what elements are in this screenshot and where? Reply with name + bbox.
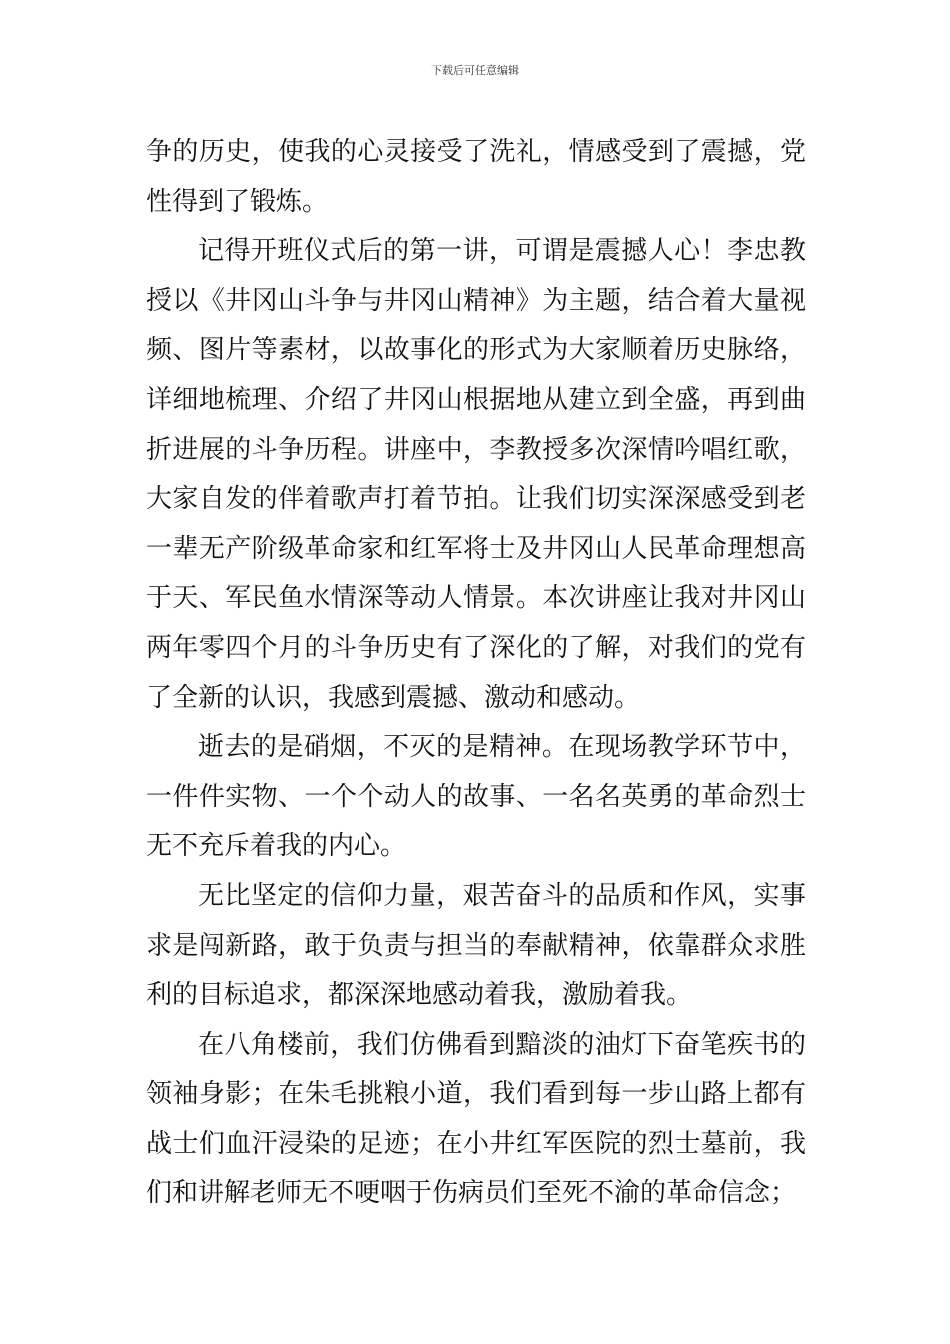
paragraph-line: 于天、军民鱼水情深等动人情景。本次讲座让我对井冈山 [146,583,806,614]
paragraph-line: 求是闯新路，敢于负责与担当的奉献精神，依靠群众求胜 [146,930,806,961]
paragraph-line: 一辈无产阶级革命家和红军将士及井冈山人民革命理想高 [146,533,806,564]
paragraph-line: 们和讲解老师无不哽咽于伤病员们至死不渝的革命信念； [146,1178,797,1209]
paragraph-line: 频、图片等素材，以故事化的形式为大家顺着历史脉络， [146,335,806,366]
paragraph-line: 无不充斥着我的内心。 [146,831,407,862]
paragraph-line: 逝去的是硝烟，不灭的是精神。在现场教学环节中， [198,732,806,763]
paragraph-line: 争的历史，使我的心灵接受了洗礼，情感受到了震撼，党 [146,137,806,167]
paragraph-line: 大家自发的伴着歌声打着节拍。让我们切实深深感受到老 [146,484,806,515]
paragraph-line: 一件件实物、一个个动人的故事、一名名英勇的革命烈士 [146,781,806,812]
page-header: 下载后可任意编辑 [431,64,519,77]
paragraph-line: 利的目标追求，都深深地感动着我，激励着我。 [146,980,693,1011]
paragraph-line: 记得开班仪式后的第一讲，可谓是震撼人心！李忠教 [198,236,806,267]
paragraph [146,723,806,872]
paragraph-line: 在八角楼前，我们仿佛看到黯淡的油灯下奋笔疾书的 [198,1029,806,1060]
paragraph-line: 详细地梳理、介绍了井冈山根据地从建立到全盛，再到曲 [146,384,806,415]
paragraph-line: 领袖身影；在朱毛挑粮小道，我们看到每一步山路上都有 [146,1079,806,1110]
paragraph [146,128,806,227]
paragraph [146,1021,806,1219]
paragraph-line: 无比坚定的信仰力量，艰苦奋斗的品质和作风，实事 [198,880,806,911]
paragraph [146,227,806,723]
paragraph-line: 了全新的认识，我感到震撼、激动和感动。 [146,682,641,713]
paragraph-line: 授以《井冈山斗争与井冈山精神》为主题，结合着大量视 [146,285,806,316]
paragraph [146,872,806,1021]
paragraph-line: 折进展的斗争历程。讲座中，李教授多次深情吟唱红歌， [146,434,806,465]
paragraph-line: 性得到了锻炼。 [146,186,329,217]
body-text [146,128,806,1219]
paragraph-line: 两年零四个月的斗争历史有了深化的了解，对我们的党有 [146,632,806,663]
paragraph-line: 战士们血汗浸染的足迹；在小井红军医院的烈士墓前，我 [146,1128,806,1159]
